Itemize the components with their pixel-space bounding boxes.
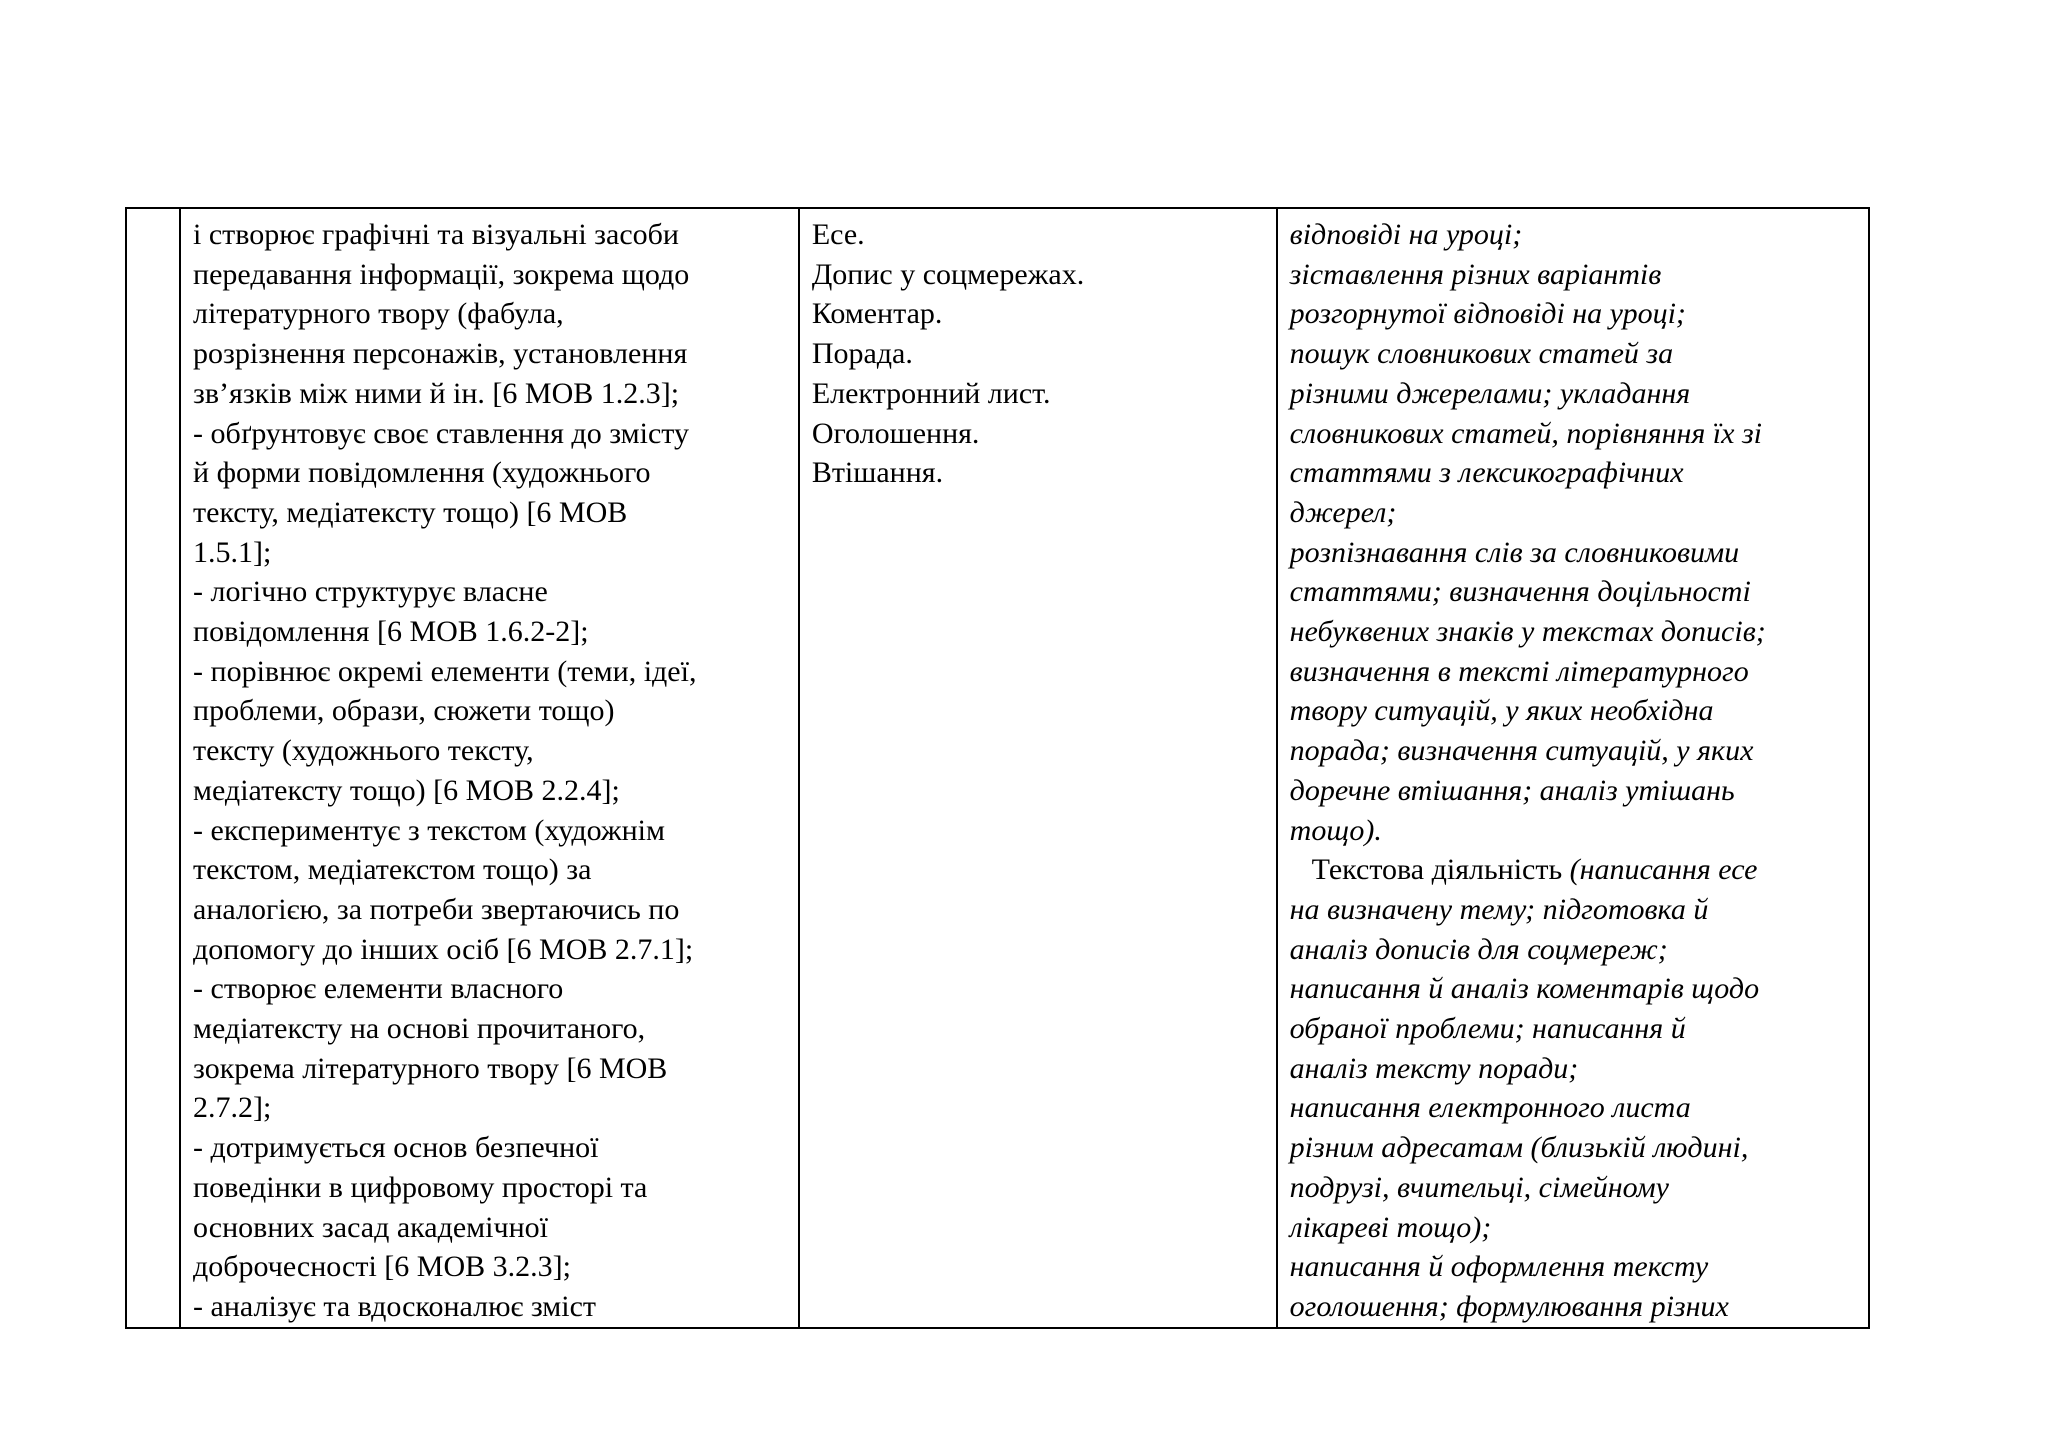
genre-line: Оголошення. xyxy=(811,416,980,450)
outcome-line: проблеми, образи, сюжети тощо) xyxy=(193,694,615,728)
activity-line: аналіз дописів для соцмереж; xyxy=(1289,932,1668,966)
outcome-line: - створює елементи власного xyxy=(193,972,564,1006)
outcome-line: - порівнює окремі елементи (теми, ідеї, xyxy=(193,654,697,688)
genres-text xyxy=(812,215,1264,493)
outcome-line: тексту (художнього тексту, xyxy=(193,734,534,768)
outcome-line: повідомлення [6 МОВ 1.6.2-2]; xyxy=(193,615,589,649)
activities-text-part2 xyxy=(1290,890,1856,1327)
activity-line: відповіді на уроці; xyxy=(1289,218,1523,251)
outcome-line: тексту, медіатексту тощо) [6 МОВ xyxy=(193,495,628,529)
outcome-line: 2.7.2]; xyxy=(193,1091,272,1125)
genre-line: Електронний лист. xyxy=(811,376,1051,410)
activity-line: пошук словникових статей за xyxy=(1289,337,1674,371)
activity-line: різними джерелами; укладання xyxy=(1289,376,1691,410)
activity-line: тощо). xyxy=(1289,813,1382,847)
activity-line: оголошення; формулювання різних xyxy=(1289,1289,1729,1323)
expected-outcomes-cell xyxy=(180,208,799,1328)
outcome-line: - логічно структурує власне xyxy=(193,575,548,609)
activity-line: написання й оформлення тексту xyxy=(1289,1250,1709,1284)
outcome-line: літературного твору (фабула, xyxy=(193,297,564,331)
outcome-line: - аналізує та вдосконалює зміст xyxy=(193,1289,597,1323)
activities-heading-line xyxy=(1290,850,1856,890)
activity-line: на визначену тему; підготовка й xyxy=(1289,892,1709,926)
activity-line: статтями; визначення доцільності xyxy=(1289,575,1751,609)
activity-line: зіставлення різних варіантів xyxy=(1289,257,1662,291)
table-row xyxy=(126,208,1869,1328)
outcome-line: зокрема літературного твору [6 МОВ xyxy=(193,1051,668,1085)
activity-line: різним адресатам (близькій людині, xyxy=(1289,1131,1749,1165)
activity-line: небуквених знаків у текстах дописів; xyxy=(1289,615,1766,649)
activity-line: обраної проблеми; написання й xyxy=(1289,1012,1686,1046)
activity-line: лікареві тощо); xyxy=(1289,1210,1492,1244)
activities-heading: Текстова діяльність xyxy=(1311,853,1563,887)
text-genres-cell xyxy=(799,208,1277,1328)
outcome-line: аналогією, за потреби звертаючись по xyxy=(193,892,680,926)
activities-text-part1 xyxy=(1290,215,1856,850)
curriculum-table xyxy=(125,207,1870,1329)
genre-line: Втішання. xyxy=(811,456,944,490)
activity-line: розпізнавання слів за словниковими xyxy=(1289,535,1740,569)
activity-line: написання й аналіз коментарів щодо xyxy=(1289,972,1760,1006)
activity-line: порада; визначення ситуацій, у яких xyxy=(1289,734,1754,768)
outcome-line: основних засад академічної xyxy=(193,1210,548,1244)
activity-line: твору ситуацій, у яких необхідна xyxy=(1289,694,1714,728)
outcome-line: допомогу до інших осіб [6 МОВ 2.7.1]; xyxy=(193,932,694,966)
outcome-line: - експериментує з текстом (художнім xyxy=(193,813,665,847)
number-cell xyxy=(126,208,180,1328)
learning-activities-cell xyxy=(1277,208,1869,1328)
genre-line: Есе. xyxy=(811,218,865,251)
activity-line: розгорнутої відповіді на уроці; xyxy=(1289,297,1686,331)
outcome-line: передавання інформації, зокрема щодо xyxy=(193,257,690,291)
outcomes-text xyxy=(193,215,786,1327)
outcome-line: зв’язків між ними й ін. [6 МОВ 1.2.3]; xyxy=(193,376,680,410)
outcome-line: текстом, медіатекстом тощо) за xyxy=(193,853,592,887)
outcome-line: 1.5.1]; xyxy=(193,535,272,569)
genre-line: Порада. xyxy=(811,337,913,371)
activity-line: статтями з лексикографічних xyxy=(1289,456,1684,490)
activity-line: джерел; xyxy=(1289,495,1397,529)
activity-line: словникових статей, порівняння їх зі xyxy=(1289,416,1762,450)
outcome-line: і створює графічні та візуальні засоби xyxy=(193,218,679,251)
activity-line: подрузі, вчительці, сімейному xyxy=(1289,1170,1669,1204)
outcome-line: поведінки в цифровому просторі та xyxy=(193,1170,648,1204)
outcome-line: медіатексту на основі прочитаного, xyxy=(193,1012,646,1046)
outcome-line: розрізнення персонажів, установлення xyxy=(193,337,688,371)
outcome-line: медіатексту тощо) [6 МОВ 2.2.4]; xyxy=(193,773,620,807)
activity-line: написання електронного листа xyxy=(1289,1091,1691,1125)
activities-heading-tail: (написання есе xyxy=(1569,853,1758,887)
activity-line: доречне втішання; аналіз утішань xyxy=(1289,773,1735,807)
activity-line: визначення в тексті літературного xyxy=(1289,654,1749,688)
genre-line: Коментар. xyxy=(811,297,943,331)
outcome-line: - обґрунтовує своє ставлення до змісту xyxy=(193,416,689,450)
outcome-line: й форми повідомлення (художнього xyxy=(193,456,651,490)
genre-line: Допис у соцмережах. xyxy=(811,257,1085,291)
activity-line: аналіз тексту поради; xyxy=(1289,1051,1579,1085)
outcome-line: доброчесності [6 МОВ 3.2.3]; xyxy=(193,1250,571,1284)
outcome-line: - дотримується основ безпечної xyxy=(193,1131,599,1165)
